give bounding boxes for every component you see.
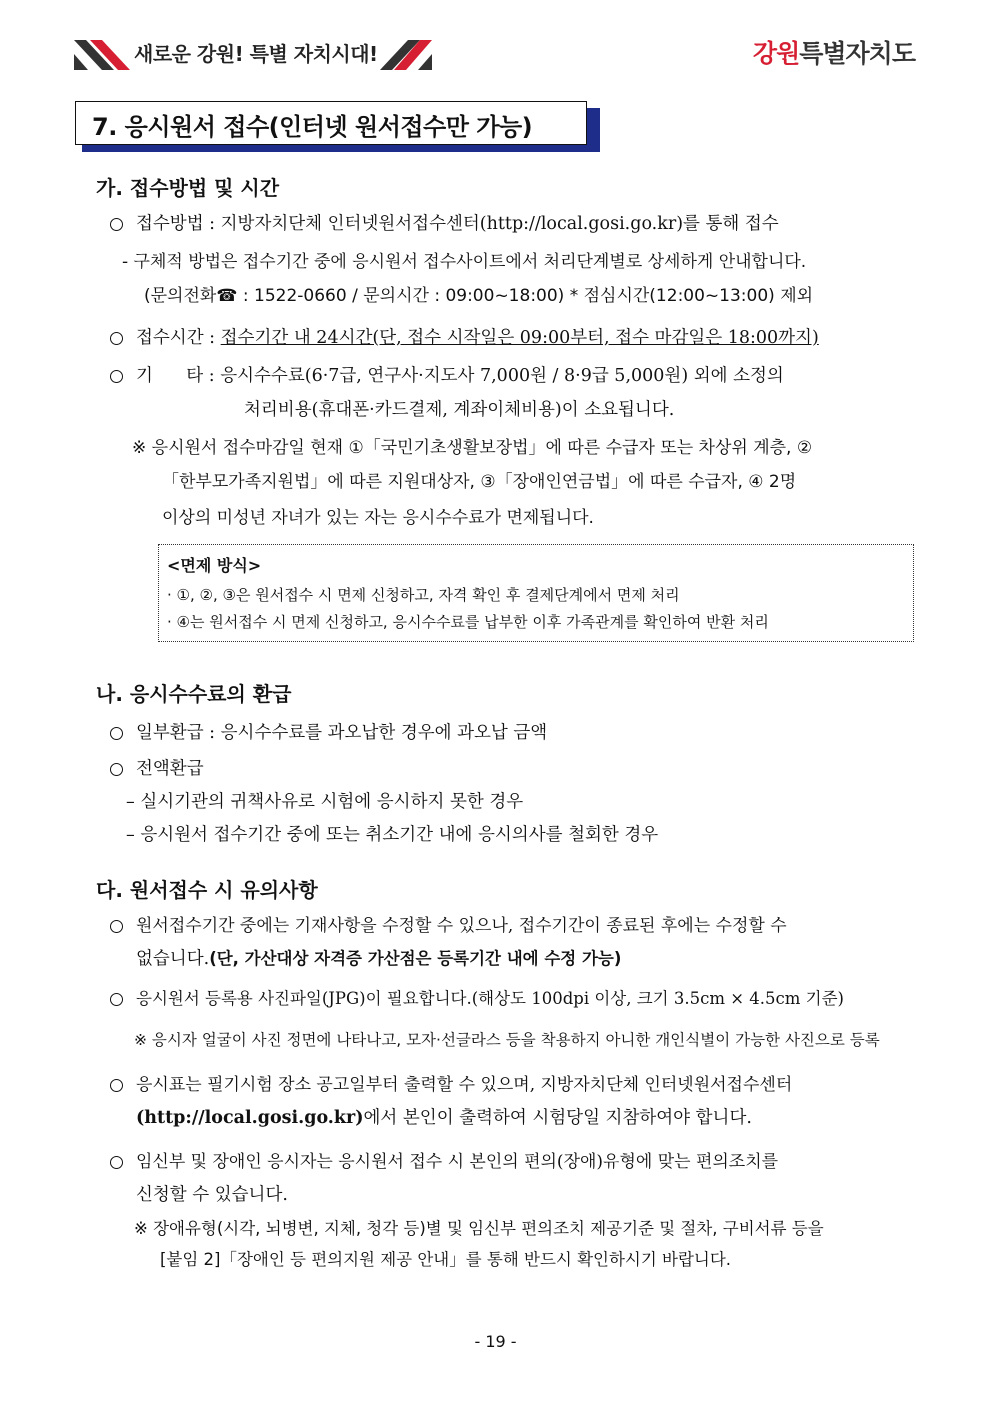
full-refund-item2: – 응시원서 접수기간 중에 또는 취소기간 내에 응시의사를 철회한 경우 — [126, 825, 659, 845]
note4-line2: 신청할 수 있습니다. — [136, 1185, 288, 1205]
full-refund-item1: – 실시기관의 귀책사유로 시험에 응시하지 못한 경우 — [126, 792, 524, 812]
note2-sub: ※ 응시자 얼굴이 사진 정면에 나타나고, 모자·선글라스 등을 착용하지 아니한 개인식별이 가능한 사진으로 등록 — [134, 1031, 880, 1049]
note4-sub1: ※ 장애유형(시각, 뇌병변, 지체, 청각 등)별 및 임신부 편의조치 제공기준 및 절차, 구비서류 등을 — [134, 1219, 824, 1238]
bullet-circle-icon — [110, 332, 123, 345]
method-line: 접수방법 : 지방자치단체 인터넷원서접수센터(http://local.gosi.go.kr)를 통해 접수 — [136, 214, 779, 234]
time-line: 접수시간 : 접수기간 내 24시간(단, 접수 시작일은 09:00부터, 접수 마감일은 18:00까지) — [136, 328, 819, 348]
exemption-method-box — [158, 544, 914, 642]
etc-line1: 기 타 : 응시수수료(6·7급, 연구사·지도사 7,000원 / 8·9급 5,000원) 외에 소정의 — [136, 366, 784, 386]
box-line1: · ①, ②, ③은 원서접수 시 면제 신청하고, 자격 확인 후 결제단계에서 면제 처리 — [167, 586, 680, 604]
contact-info: (문의전화☎ : 1522-0660 / 문의시간 : 09:00~18:00) * 점심시간(12:00~13:00) 제외 — [144, 286, 814, 306]
bullet-circle-icon — [110, 218, 123, 231]
bullet-circle-icon — [110, 727, 123, 740]
subheading-ga: 가. 접수방법 및 시간 — [96, 176, 280, 200]
note3-line2: (http://local.gosi.go.kr)에서 본인이 출력하여 시험당일 지참하여야 합니다. — [136, 1108, 752, 1128]
header-left-stripes — [74, 40, 130, 70]
bullet-circle-icon — [110, 920, 123, 933]
bullet-circle-icon — [110, 763, 123, 776]
note1-line1: 원서접수기간 중에는 기재사항을 수정할 수 있으나, 접수기간이 종료된 후에는 수정할 수 — [136, 916, 787, 936]
box-line2: · ④는 원서접수 시 면제 신청하고, 응시수수료를 납부한 이후 가족관계를 확인하여 반환 처리 — [167, 613, 769, 631]
header-right-stripes — [380, 40, 432, 70]
subheading-na: 나. 응시수수료의 환급 — [96, 682, 292, 706]
partial-refund: 일부환급 : 응시수수료를 과오납한 경우에 과오납 금액 — [136, 723, 548, 743]
full-refund: 전액환급 — [136, 759, 204, 779]
exemption-note-line2: 「한부모가족지원법」에 따른 지원대상자, ③「장애인연금법」에 따른 수급자, ④ 2명 — [162, 472, 797, 492]
note4-sub2: [붙임 2]「장애인 등 편의지원 제공 안내」를 통해 반드시 확인하시기 바랍니다. — [160, 1250, 732, 1269]
subheading-da: 다. 원서접수 시 유의사항 — [96, 878, 318, 902]
bullet-circle-icon — [110, 993, 123, 1006]
note3-line1: 응시표는 필기시험 장소 공고일부터 출력할 수 있으며, 지방자치단체 인터넷원서접수센터 — [136, 1075, 793, 1095]
bullet-circle-icon — [110, 370, 123, 383]
gangwon-logo: 강원특별자치도 — [752, 39, 915, 68]
note4-line1: 임신부 및 장애인 응시자는 응시원서 접수 시 본인의 편의(장애)유형에 맞는 편의조치를 — [136, 1152, 779, 1172]
reception-time-value: 접수기간 내 24시간(단, 접수 시작일은 09:00부터, 접수 마감일은 18:00까지) — [220, 328, 819, 348]
exemption-note-line3: 이상의 미성년 자녀가 있는 자는 응시수수료가 면제됩니다. — [162, 508, 594, 528]
bullet-circle-icon — [110, 1156, 123, 1169]
bullet-circle-icon — [110, 1079, 123, 1092]
page-number: - 19 - — [474, 1332, 517, 1351]
note1-line2: 없습니다.(단, 가산대상 자격증 가산점은 등록기간 내에 수정 가능) — [136, 949, 622, 969]
exemption-note-line1: ※ 응시원서 접수마감일 현재 ①「국민기초생활보장법」에 따른 수급자 또는 차상위 계층, ② — [132, 438, 813, 458]
note2: 응시원서 등록용 사진파일(JPG)이 필요합니다.(해상도 100dpi 이상, 크기 3.5cm × 4.5cm 기준) — [136, 989, 844, 1008]
gosi-url: (http://local.gosi.go.kr) — [136, 1108, 364, 1128]
header-slogan: 새로운 강원! 특별 자치시대! — [134, 42, 378, 66]
method-detail: - 구체적 방법은 접수기간 중에 응시원서 접수사이트에서 처리단계별로 상세하게 안내합니다. — [122, 252, 807, 272]
box-title: <면제 방식> — [167, 556, 262, 575]
section-title: 7. 응시원서 접수(인터넷 원서접수만 가능) — [92, 113, 533, 141]
etc-line2: 처리비용(휴대폰·카드결제, 계좌이체비용)이 소요됩니다. — [244, 400, 675, 420]
